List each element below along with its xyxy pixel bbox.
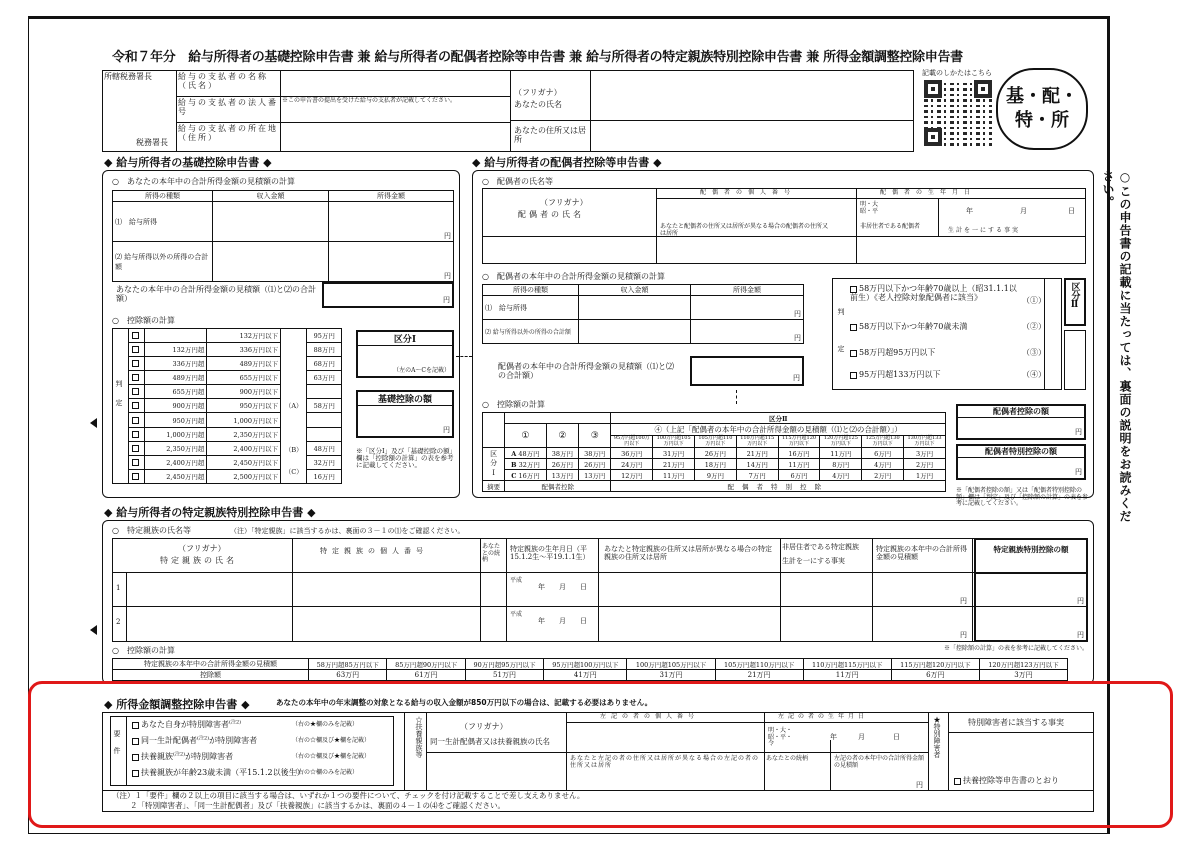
relative-address-label: あなたと特定親族の住所又は居所が異なる場合の特定親族の住所又は居所 <box>604 545 772 561</box>
basic-deduction-amount: 95万円 <box>307 329 342 343</box>
spouse-value: 38万円 <box>579 448 611 459</box>
relative-calc-value: 21万円 <box>715 670 803 681</box>
spouse-judge-item[interactable]: 58万円超95万円以下 <box>850 348 1020 357</box>
your-address-input[interactable] <box>592 122 912 150</box>
payer-name-input[interactable] <box>282 72 508 94</box>
adjust-star-black-label: ★特別障害者 <box>933 716 941 758</box>
spouse-range: 105万円超110万円以下 <box>695 436 737 448</box>
payer-corp-note: ※この申告書の提出を受けた給与の支払者が記載してください。 <box>282 97 457 104</box>
spouse-range: 130万円超133万円以下 <box>904 436 946 448</box>
checkbox-icon[interactable] <box>132 417 139 424</box>
basic-deduction-amount: 63万円 <box>307 371 342 385</box>
spouse-value: 8万円 <box>820 459 862 470</box>
spouse-range: 125万円超130万円以下 <box>862 436 904 448</box>
relative-calc-note: ※「控除額の計算」の表を参考に記載してください。 <box>944 645 1089 652</box>
spouse-value: 11万円 <box>653 470 695 481</box>
basic-deduction-table <box>112 328 342 484</box>
basic-range-from: 2,400万円超 <box>145 455 207 469</box>
side-note: ○この申告書の記載に当たっては、裏面の説明をお読みください。 <box>1101 170 1132 523</box>
adjust-special-fact: 特別障害者に該当する事実 <box>968 718 1064 727</box>
checkbox-icon[interactable] <box>850 372 857 379</box>
payer-corp-no-input[interactable] <box>282 106 508 120</box>
relative-ymd-1: 年 月 日 <box>538 583 587 591</box>
spouse-judge-item[interactable]: 58万円以下かつ年齢70歳未満 <box>850 322 1020 331</box>
adjust-note-2: ２「特別障害者」、「同一生計配偶者」及び「扶養親族」に該当するかは、裏面の４－１の⑷をご確認ください。 <box>130 801 505 810</box>
basic-abc-labels: （A） （B） （C） <box>281 329 307 484</box>
checkbox-icon[interactable] <box>132 388 139 395</box>
spouse-judge-label: 判定 <box>837 308 845 382</box>
spouse-address-note: あなたと配偶者の住所又は居所が異なる場合の配偶者の住所又は居所 <box>660 223 829 237</box>
spouse-col: ① <box>505 424 547 448</box>
adjust-address-label: あなたと左記の者の住所又は居所が異なる場合の左記の者の住所又は居所 <box>570 755 760 769</box>
spouse-value: 14万円 <box>736 459 778 470</box>
spouse-judge-item[interactable]: 58万円以下かつ年齢70歳以上（昭31.1.1以前生）《老人控除対象配偶者に該当》 <box>850 284 1017 303</box>
relative-calc-range: 58万円超85万円以下 <box>309 659 387 670</box>
spouse-estimate-table: 所得の種類 収入金額 所得金額 ⑴ 給与所得 円 ⑵ 給与所得以外の所得の合計額 円 <box>482 284 804 344</box>
spouse-era: 明・大 昭・平 <box>860 201 879 215</box>
spouse-value: 18万円 <box>695 459 737 470</box>
relative-same-living: 生計を一にする事実 <box>782 557 845 565</box>
spouse-value: 16万円 <box>778 448 820 459</box>
spouse-judge-no: （②） <box>1022 322 1046 331</box>
spouse-value: 31万円 <box>653 448 695 459</box>
spouse-value: C 16万円 <box>505 470 547 481</box>
relative-name-input-1[interactable] <box>128 574 290 604</box>
basic-range-to: 132万円以下 <box>207 329 281 343</box>
spouse-range: 110万円超115万円以下 <box>736 436 778 448</box>
relative-calc-header: 特定親族の本年中の合計所得金額の見積額 <box>113 659 309 670</box>
adjust-req-label: 要件 <box>113 730 121 764</box>
spouse-value: 21万円 <box>653 459 695 470</box>
spouse-judge-item[interactable]: 95万円超133万円以下 <box>850 370 1020 379</box>
adjust-note-1: （注）１「要件」欄の２以上の項目に該当する場合は、いずれか１つの要件について、チェックを付け記載することで差し支えありません。 <box>112 791 585 800</box>
spouse-value: 13万円 <box>579 470 611 481</box>
basic-deduction-amount <box>307 427 342 441</box>
relative-yen-2: 円 <box>960 631 967 639</box>
checkbox-icon[interactable] <box>850 286 857 293</box>
spouse-col: ③ <box>579 424 611 448</box>
spouse-day: 日 <box>1068 207 1075 215</box>
spouse-range: 120万円超125万円以下 <box>820 436 862 448</box>
adjust-item[interactable]: あなた自身が特別障害者$^{(注2)}$ <box>132 720 241 729</box>
payer-corp-no-label: 給与の支払者の法人番号 <box>178 98 278 117</box>
checkbox-icon[interactable] <box>132 332 139 339</box>
basic-estimate-table: 所得の種類 収入金額 所得金額 ⑴ 給与所得 円 ⑵ 給与所得以外の所得の合計額 円 <box>112 190 454 282</box>
adjust-estimate-label: 左記の者の本年中の合計所得金額の見積額 <box>834 755 925 769</box>
form-type-stamp: 基・配・ 特・所 <box>996 68 1088 150</box>
kubun2-input[interactable] <box>1064 330 1086 390</box>
spouse-kubun-label: 区 分 Ⅰ <box>483 448 505 481</box>
basic-range-to: 655万円以下 <box>207 371 281 385</box>
basic-deduction-amount: 58万円 <box>307 399 342 413</box>
checkbox-icon[interactable] <box>132 473 139 480</box>
spouse-total-input[interactable]: 円 <box>690 356 804 386</box>
spouse-deduction-box[interactable]: 配偶者控除の額 円 <box>956 404 1086 440</box>
basic-deduction-amount <box>307 385 342 399</box>
relative-calc-range: 110万円超115万円以下 <box>803 659 891 670</box>
checkbox-icon[interactable] <box>850 324 857 331</box>
basic-range-to: 2,450万円以下 <box>207 455 281 469</box>
adjust-item-note: （右の☆欄及び★欄を記載） <box>292 753 371 760</box>
relative-row-2: 2 <box>116 618 121 626</box>
adjust-item-note: （右の★欄のみを記載） <box>292 721 359 728</box>
basic-range-from: 336万円超 <box>145 357 207 371</box>
spouse-value: 24万円 <box>611 459 653 470</box>
spouse-judge-no: （③） <box>1022 348 1046 357</box>
relative-calc-range: 90万円超95万円以下 <box>465 659 543 670</box>
relative-nonresident: 非居住者である特定親族 <box>782 543 859 551</box>
spouse-furigana: （フリガナ） <box>540 198 588 207</box>
spouse-month: 月 <box>1020 207 1027 215</box>
checkbox-icon[interactable] <box>132 445 139 452</box>
basic-range-from <box>145 329 207 343</box>
adjust-item[interactable]: 同一生計配偶者$^{(注2)}$が特別障害者 <box>132 736 257 745</box>
relative-calc-range: 95万円超100万円以下 <box>544 659 627 670</box>
relative-calc-table <box>112 658 1068 681</box>
relative-furigana: （フリガナ） <box>178 544 226 553</box>
spouse-value: 7万円 <box>736 470 778 481</box>
basic-judge-label: 判定 <box>115 380 123 418</box>
adjust-heading: ◆ 所得金額調整控除申告書 ◆ <box>104 698 250 711</box>
spouse-estimate-title: ○ 配偶者の本年中の合計所得金額の見積額の計算 <box>482 272 665 281</box>
basic-range-to: 2,500万円以下 <box>207 469 281 483</box>
relative-calc-value: 11万円 <box>803 670 891 681</box>
relative-calc-value: 3万円 <box>979 670 1067 681</box>
spouse-year: 年 <box>966 207 973 215</box>
relative-no-label: 特定親族の個人番号 <box>320 547 428 555</box>
tax-office-suffix: 税務署長 <box>136 138 168 147</box>
relative-name-title: ○ 特定親族の氏名等 <box>112 526 191 535</box>
relative-calc-value: 63万円 <box>309 670 387 681</box>
spouse-nonresident: 非居住者である配偶者 <box>860 223 921 230</box>
spouse-name-title: ○ 配偶者の氏名等 <box>482 177 553 186</box>
relative-era-2: 平成 <box>510 611 523 618</box>
basic-deduction-title: ○ 控除額の計算 <box>112 316 175 325</box>
adjust-no-label: 左記の者の個人番号 <box>600 713 700 720</box>
spouse-value: 11万円 <box>820 448 862 459</box>
basic-estimate-title: ○ あなたの本年中の合計所得金額の見積額の計算 <box>112 177 295 186</box>
spouse-value: 12万円 <box>611 470 653 481</box>
relative-ymd-2: 年 月 日 <box>538 617 587 625</box>
spouse-value: 13万円 <box>546 470 578 481</box>
relative-calc-value: 61万円 <box>387 670 465 681</box>
basic-range-to: 1,000万円以下 <box>207 413 281 427</box>
spouse-name-input[interactable] <box>484 222 654 235</box>
basic-range-from: 950万円超 <box>145 413 207 427</box>
checkbox-icon[interactable] <box>850 350 857 357</box>
relative-calc-range: 105万円超110万円以下 <box>715 659 803 670</box>
payer-address-input[interactable] <box>282 124 508 150</box>
spouse-value: 36万円 <box>611 448 653 459</box>
how-to-label: 記載のしかたはこちら <box>922 69 992 77</box>
basic-deduction-amount <box>307 413 342 427</box>
relative-name-note: （注）「特定親族」に該当するかは、裏面の３－１の⑴をご確認ください。 <box>230 527 465 535</box>
spouse-value: 38万円 <box>546 448 578 459</box>
checkbox-icon[interactable] <box>132 431 139 438</box>
spouse-judge-no: （①） <box>1022 296 1046 305</box>
left-marker-icon <box>90 625 97 635</box>
basic-deduction-amount: 48万円 <box>307 441 342 455</box>
spouse-value: 9万円 <box>695 470 737 481</box>
relative-calc-value: 51万円 <box>465 670 543 681</box>
spouse-value: 4万円 <box>862 459 904 470</box>
spouse-special-label: 配偶者特別控除 <box>611 481 946 492</box>
spouse-value: 26万円 <box>546 459 578 470</box>
relative-era-1: 平成 <box>510 577 523 584</box>
checkbox-icon[interactable] <box>132 346 139 353</box>
spouse-value: 3万円 <box>904 448 946 459</box>
basic-range-from: 2,350万円超 <box>145 441 207 455</box>
adjust-item-note: （右の☆欄のみを記載） <box>292 769 359 776</box>
spouse-value: 2万円 <box>862 470 904 481</box>
adjust-furigana: （フリガナ） <box>460 722 508 731</box>
relative-calc-range: 120万円超123万円以下 <box>979 659 1067 670</box>
spouse-value: A 48万円 <box>505 448 547 459</box>
spouse-deduction-label: 配偶者控除 <box>505 481 611 492</box>
relative-calc-range: 85万円超90万円以下 <box>387 659 465 670</box>
adjust-relation-label: あなたとの続柄 <box>766 755 809 762</box>
payer-address-label: 給与の支払者の所在地（住所） <box>178 124 278 143</box>
spouse-no-label: 配偶者の個人番号 <box>700 189 797 196</box>
spouse-range: 95万円超100万円以下 <box>611 436 653 448</box>
adjust-item[interactable]: 扶養親族が年齢23歳未満（平15.1.2以後生） <box>132 768 305 777</box>
relative-calc-row-label: 控除額 <box>113 670 309 681</box>
relative-birth-label: 特定親族の生年月日（平15.1.2生～平19.1.1生） <box>510 545 590 561</box>
relative-calc-range: 100万円超105万円以下 <box>627 659 715 670</box>
basic-range-to: 336万円以下 <box>207 343 281 357</box>
spouse-summary: 摘要 <box>483 481 505 492</box>
relative-name-label: 特定親族の氏名 <box>160 556 237 565</box>
basic-total-input[interactable]: 円 <box>322 282 454 308</box>
spouse-col: ② <box>546 424 578 448</box>
your-name-input[interactable] <box>592 74 912 118</box>
left-marker-icon <box>90 418 97 428</box>
spouse-heading: ◆ 給与所得者の配偶者控除等申告書 ◆ <box>472 156 662 169</box>
highlight-frame <box>28 681 1173 828</box>
basic-range-to: 2,400万円以下 <box>207 441 281 455</box>
spouse-col4-header: ④（上記「配偶者の本年中の合計所得金額の見積額（⑴と⑵の合計額）」） <box>611 424 946 436</box>
relative-calc-value: 6万円 <box>891 670 979 681</box>
your-name-label: あなたの氏名 <box>514 100 562 109</box>
spouse-birth-label: 配偶者の生年月日 <box>880 189 977 196</box>
spouse-value: 6万円 <box>862 448 904 459</box>
basic-range-from: 2,450万円超 <box>145 469 207 483</box>
spouse-deduction-table <box>482 412 946 492</box>
tax-office-label: 所轄税務署長 <box>104 72 152 81</box>
spouse-note: ※「配偶者控除の額」又は「配偶者特別控除の額」欄は「判定」及び「控除額の計算」の表を参考に記載してください。 <box>956 487 1089 508</box>
spouse-table-header: 区分Ⅱ <box>611 413 946 424</box>
checkbox-icon[interactable] <box>132 374 139 381</box>
spouse-value: 21万円 <box>736 448 778 459</box>
spouse-value: 26万円 <box>695 448 737 459</box>
basic-range-from: 489万円超 <box>145 371 207 385</box>
relative-calc-value: 31万円 <box>627 670 715 681</box>
adjust-item-note: （右の☆欄及び★欄を記載） <box>292 737 371 744</box>
basic-heading: ◆ 給与所得者の基礎控除申告書 ◆ <box>104 156 272 169</box>
spouse-value: 26万円 <box>579 459 611 470</box>
basic-range-from: 132万円超 <box>145 343 207 357</box>
spouse-value: 2万円 <box>904 459 946 470</box>
kubun2-box[interactable]: 区分Ⅱ <box>1064 278 1086 326</box>
spouse-total-label: 配偶者の本年中の合計所得金額の見積額（⑴と⑵の合計額） <box>498 362 674 381</box>
checkbox-icon[interactable] <box>132 459 139 466</box>
spouse-value: 11万円 <box>778 459 820 470</box>
spouse-value: 4万円 <box>820 470 862 481</box>
adjust-ymd: 年 月 日 <box>830 733 900 741</box>
form-title: 令和７年分 給与所得者の基礎控除申告書 兼 給与所得者の配偶者控除等申告書 兼 給与所得者の特定親族特別控除申告書 兼 所得金額調整控除申告書 <box>112 50 963 65</box>
basic-note: ※「区分Ⅰ」及び「基礎控除の額」欄は「控除額の計算」の表を参考に記載してください。 <box>356 447 454 470</box>
kubun1-box[interactable]: 区分Ⅰ （左のA～Cを記載） <box>356 330 454 378</box>
basic-range-to: 950万円以下 <box>207 399 281 413</box>
basic-range-to: 900万円以下 <box>207 385 281 399</box>
checkbox-icon[interactable] <box>132 360 139 367</box>
spouse-judge-no: （④） <box>1022 370 1046 379</box>
basic-range-from: 900万円超 <box>145 399 207 413</box>
basic-range-to: 2,350万円以下 <box>207 427 281 441</box>
spouse-special-box[interactable]: 配偶者特別控除の額 円 <box>956 444 1086 480</box>
payer-name-label: 給与の支払者の名称（氏名） <box>178 72 268 91</box>
basic-deduction-box[interactable]: 基礎控除の額 円 <box>356 390 454 438</box>
spouse-same-living: 生計を一にする事実 <box>948 227 1021 234</box>
relative-name-input-2[interactable] <box>128 608 290 640</box>
adjust-birth-label: 左記の者の生年月日 <box>778 713 869 720</box>
your-address-label: あなたの住所又は居所 <box>514 126 586 145</box>
adjust-name-label: 同一生計配偶者又は扶養親族の氏名 <box>430 737 550 746</box>
adjust-era: 明・大・昭・平・令 <box>768 727 793 748</box>
basic-range-from: 1,000万円超 <box>145 427 207 441</box>
basic-deduction-amount: 32万円 <box>307 455 342 469</box>
relative-heading: ◆ 給与所得者の特定親族特別控除申告書 ◆ <box>104 506 316 519</box>
spouse-range: 115万円超120万円以下 <box>778 436 820 448</box>
spouse-name-label: 配偶者の氏名 <box>518 210 584 219</box>
basic-total-label: あなたの本年中の合計所得金額の見積額（⑴と⑵の合計額） <box>116 285 316 304</box>
basic-deduction-amount: 88万円 <box>307 343 342 357</box>
relative-calc-range: 115万円超120万円以下 <box>891 659 979 670</box>
spouse-value: 1万円 <box>904 470 946 481</box>
basic-range-to: 489万円以下 <box>207 357 281 371</box>
relative-calc-value: 41万円 <box>544 670 627 681</box>
spouse-range: 100万円超105万円以下 <box>653 436 695 448</box>
relative-row-1: 1 <box>116 584 121 592</box>
qr-code-icon[interactable] <box>924 80 992 146</box>
basic-deduction-amount: 16万円 <box>307 469 342 483</box>
furigana-label: （フリガナ） <box>514 88 562 97</box>
adjust-yen: 円 <box>916 781 923 789</box>
relative-estimate-label: 特定親族の本年中の合計所得金額の見積額 <box>876 545 967 561</box>
spouse-value: B 32万円 <box>505 459 547 470</box>
basic-deduction-amount: 68万円 <box>307 357 342 371</box>
checkbox-icon[interactable] <box>132 402 139 409</box>
relative-calc-title: ○ 控除額の計算 <box>112 646 175 655</box>
relative-yen-1: 円 <box>960 597 967 605</box>
spouse-deduction-title: ○ 控除額の計算 <box>482 400 545 409</box>
adjust-heading-note: あなたの本年中の年末調整の対象となる給与の収入金額が850万円以下の場合は、記載する必要はありません。 <box>276 698 653 707</box>
basic-range-from: 655万円超 <box>145 385 207 399</box>
spouse-value: 6万円 <box>778 470 820 481</box>
relative-deduction-box[interactable]: 特定親族特別控除の額 円 円 <box>974 538 1088 642</box>
adjust-item[interactable]: 扶養親族$^{(注2)}$が特別障害者 <box>132 752 233 761</box>
adjust-dependent-check[interactable]: 扶養控除等申告書のとおり <box>954 776 1059 785</box>
adjust-star-white-label: ☆扶養親族等 <box>415 716 423 758</box>
relative-relation-label: あなたとの続柄 <box>482 543 501 564</box>
